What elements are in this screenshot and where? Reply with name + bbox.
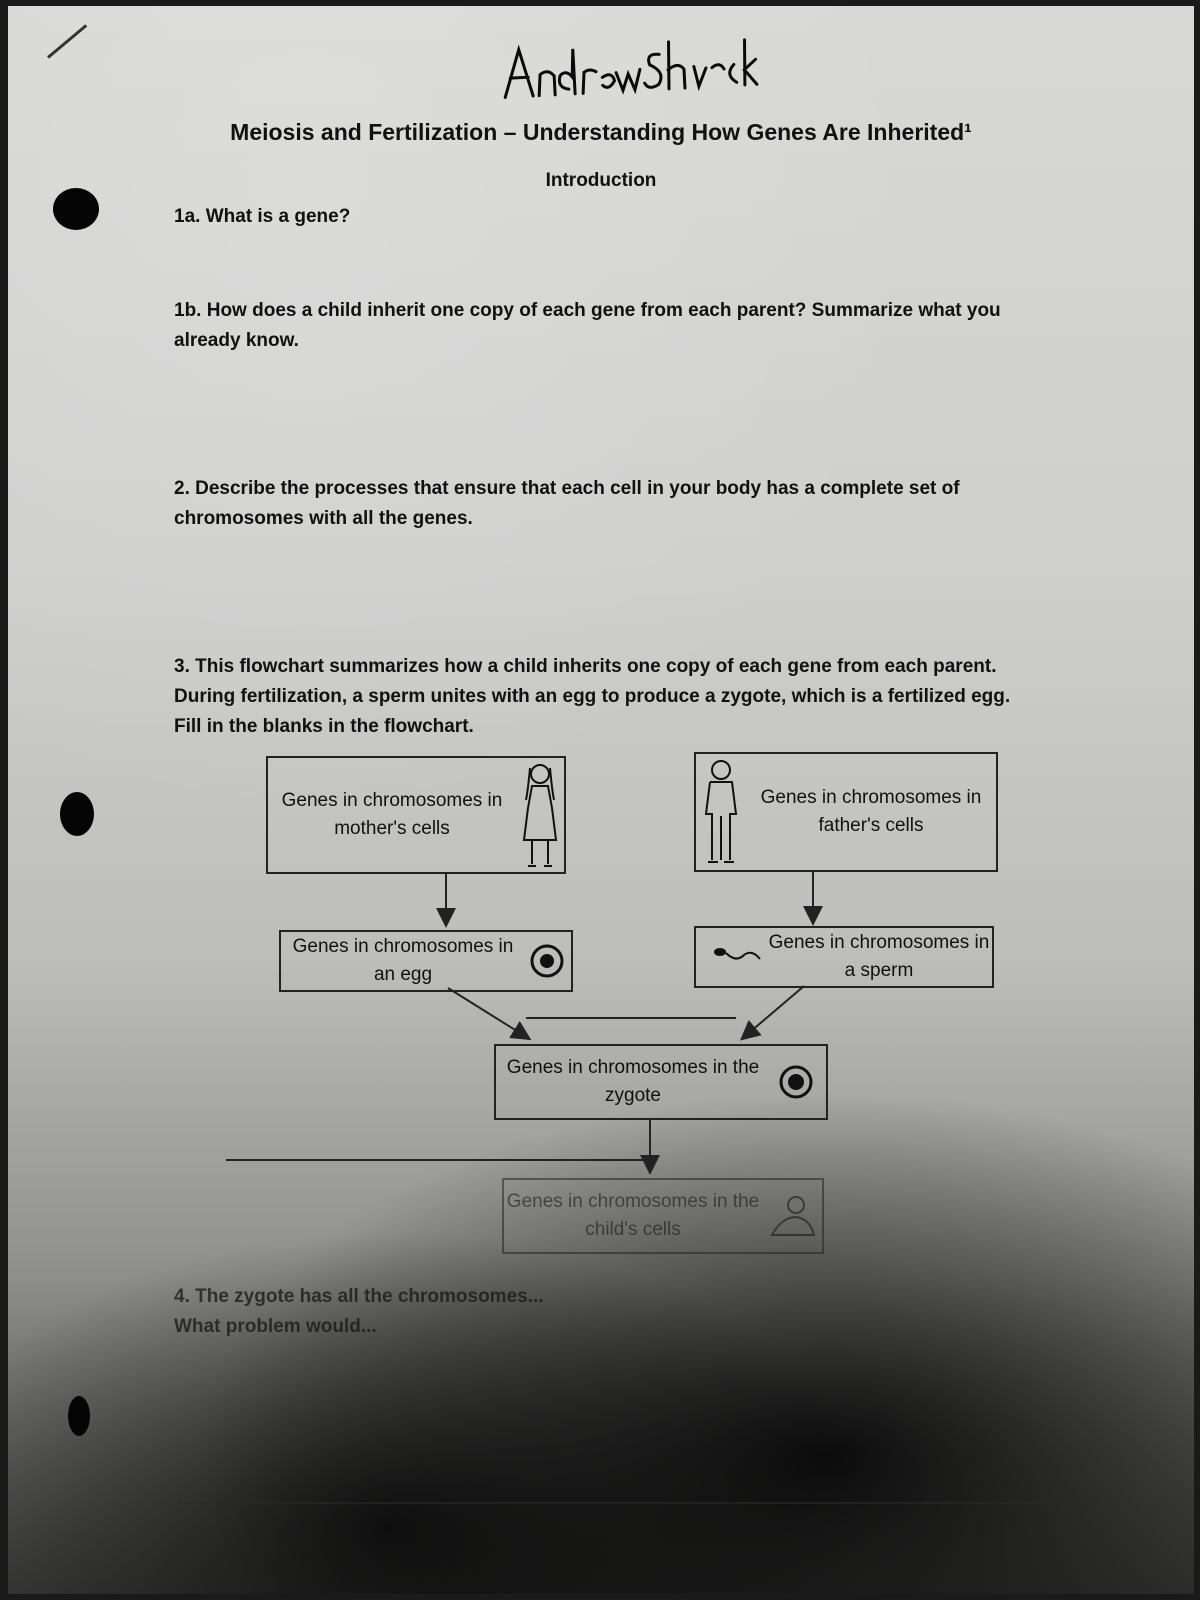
- arrow-egg-to-zygote: [448, 988, 528, 1038]
- sperm-box: Genes in chromosomes in a sperm: [694, 926, 994, 988]
- question-1a: 1a. What is a gene?: [174, 206, 351, 227]
- child-cells-box: Genes in chromosomes in the child's cells: [502, 1178, 824, 1254]
- egg-box: Genes in chromosomes in an egg: [279, 930, 573, 992]
- section-heading: Introduction: [545, 170, 657, 191]
- blank-line-mitosis[interactable]: [226, 1159, 650, 1161]
- page-title: Meiosis and Fertilization – Understanding How Genes Are Inherited¹: [230, 119, 972, 145]
- man-figure-icon: [696, 756, 746, 868]
- question-1b: 1b. How does a child inherit one copy of each gene from each parent? Summarize what you already know.: [174, 300, 1001, 351]
- question-2: 2. Describe the processes that ensure that each cell in your body has a complete set of chromosomes with all the genes.: [174, 478, 960, 529]
- blank-line-fertilization[interactable]: [526, 1017, 736, 1019]
- zygote-cell-icon: [770, 1060, 826, 1104]
- mother-cells-box: Genes in chromosomes in mother's cells: [266, 756, 566, 874]
- zygote-box: Genes in chromosomes in the zygote: [494, 1044, 828, 1120]
- question-4: 4. The zygote has all the chromosomes... What problem would...: [174, 1286, 544, 1337]
- woman-figure-icon: [516, 760, 564, 870]
- flowchart-arrows: [8, 6, 1194, 1594]
- question-3: 3. This flowchart summarizes how a child inherits one copy of each gene from each parent. During fertilization, a sperm unites with an egg to produce a zygote, which is a fertilized egg. Fill in the blanks in the flowchart.: [174, 656, 1011, 737]
- worksheet-page: [8, 6, 1194, 1594]
- arrow-sperm-to-zygote: [743, 986, 804, 1038]
- sperm-cell-icon: [696, 937, 766, 977]
- father-cells-box: Genes in chromosomes in father's cells: [694, 752, 998, 872]
- footnote-divider: [178, 1502, 1078, 1504]
- egg-cell-icon: [525, 941, 571, 981]
- baby-icon: [762, 1191, 822, 1241]
